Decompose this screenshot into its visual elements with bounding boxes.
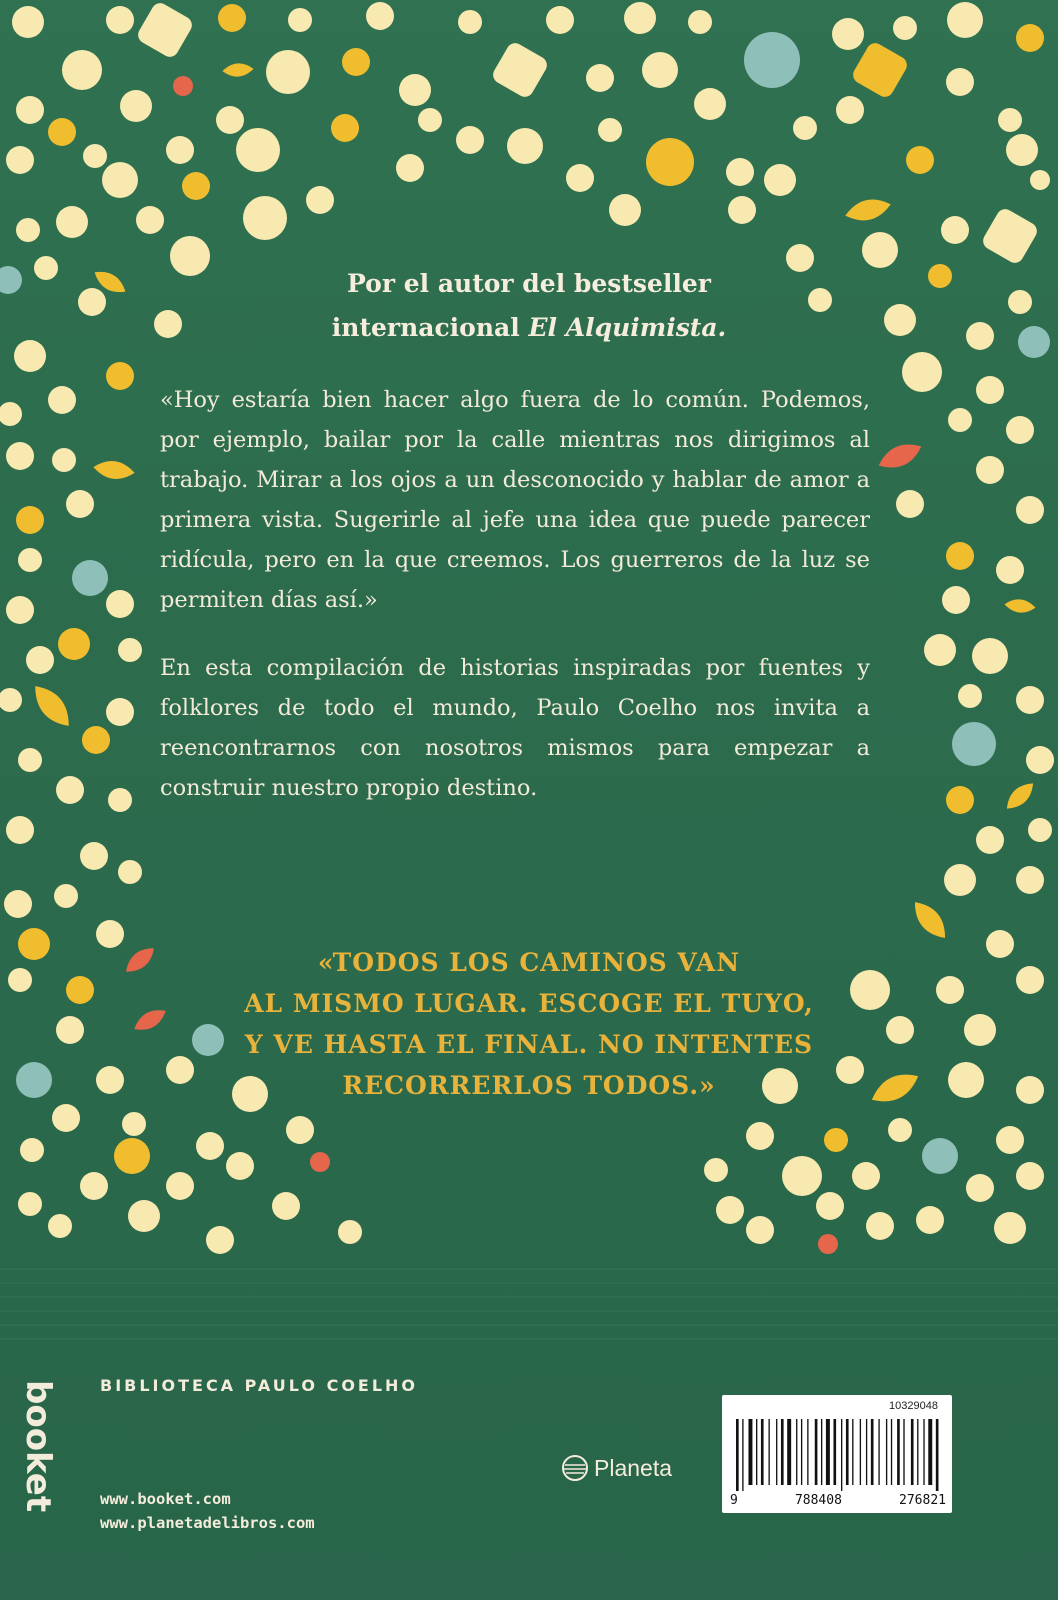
texture-line xyxy=(0,1310,1058,1312)
confetti-dot xyxy=(286,1116,314,1144)
barcode-bar xyxy=(936,1419,939,1491)
confetti-dot xyxy=(946,542,974,570)
confetti-dot xyxy=(418,108,442,132)
confetti-dot xyxy=(566,164,594,192)
confetti-dot xyxy=(0,688,22,712)
barcode-bar xyxy=(911,1419,914,1485)
confetti-dot xyxy=(56,776,84,804)
confetti-leaf xyxy=(92,458,136,481)
confetti-dot xyxy=(6,816,34,844)
tagline-book-title: El Alquimista. xyxy=(528,313,727,342)
confetti-dot xyxy=(20,1138,44,1162)
confetti-dot xyxy=(941,216,969,244)
confetti-dot xyxy=(166,1172,194,1200)
tagline-line-1: Por el autor del bestseller xyxy=(347,269,711,298)
barcode-bar xyxy=(897,1419,900,1485)
barcode-digits xyxy=(730,1493,946,1508)
barcode-bar xyxy=(821,1419,822,1485)
confetti-dot xyxy=(266,50,310,94)
confetti-dot xyxy=(1016,686,1044,714)
confetti-dot xyxy=(976,826,1004,854)
confetti-dot xyxy=(902,352,942,392)
confetti-dot xyxy=(456,126,484,154)
confetti-dot xyxy=(216,106,244,134)
confetti-leaf xyxy=(1002,778,1039,814)
confetti-dot xyxy=(218,4,246,32)
confetti-dot xyxy=(726,158,754,186)
confetti-dot xyxy=(586,64,614,92)
barcode-bar xyxy=(768,1419,769,1485)
confetti-dot xyxy=(106,590,134,618)
barcode-bar xyxy=(860,1419,861,1485)
confetti-dot xyxy=(976,456,1004,484)
confetti-dot xyxy=(1016,496,1044,524)
confetti-dot xyxy=(6,596,34,624)
confetti-dot xyxy=(82,726,110,754)
booket-url[interactable]: www.booket.com xyxy=(100,1490,231,1508)
confetti-dot xyxy=(458,10,482,34)
confetti-dot xyxy=(56,206,88,238)
confetti-dot xyxy=(243,196,287,240)
confetti-leaf xyxy=(843,195,893,226)
confetti-dot xyxy=(106,362,134,390)
confetti-dot xyxy=(226,1152,254,1180)
booket-logo-text: booket xyxy=(18,1380,58,1513)
confetti-dot xyxy=(52,448,76,472)
confetti-dot xyxy=(396,154,424,182)
confetti-dot xyxy=(26,646,54,674)
barcode-bar xyxy=(841,1419,842,1491)
confetti-dot xyxy=(906,146,934,174)
barcode-bar xyxy=(742,1419,743,1491)
barcode-bar xyxy=(787,1419,791,1485)
confetti-dot xyxy=(716,1196,744,1224)
confetti-dot xyxy=(744,32,800,88)
confetti-dot xyxy=(18,1192,42,1216)
confetti-dot xyxy=(166,136,194,164)
blurb xyxy=(160,380,870,836)
confetti-dot xyxy=(102,162,138,198)
barcode-bars xyxy=(736,1419,942,1491)
confetti-dot xyxy=(58,628,90,660)
barcode-digit-group-1: 788408 xyxy=(794,1493,842,1508)
confetti-dot xyxy=(128,1200,160,1232)
confetti-dot xyxy=(764,164,796,196)
confetti-dot xyxy=(80,1172,108,1200)
confetti-dot xyxy=(83,144,107,168)
confetti-dot xyxy=(946,786,974,814)
confetti-dot xyxy=(922,1138,958,1174)
confetti-dot xyxy=(48,386,76,414)
confetti-leaf xyxy=(1004,598,1036,614)
confetti-dot xyxy=(824,1128,848,1152)
confetti-dot xyxy=(48,1214,72,1238)
confetti-dot xyxy=(18,748,42,772)
confetti-dot xyxy=(1016,24,1044,52)
confetti-dot xyxy=(62,50,102,90)
texture-line xyxy=(0,1296,1058,1298)
confetti-dot xyxy=(106,6,134,34)
confetti-dot xyxy=(338,1220,362,1244)
barcode-bar xyxy=(852,1419,853,1485)
confetti-dot xyxy=(924,634,956,666)
confetti-dot xyxy=(966,1174,994,1202)
barcode-bar xyxy=(776,1419,777,1485)
confetti-dot xyxy=(994,1212,1026,1244)
confetti-dot xyxy=(704,1158,728,1182)
barcode-bar xyxy=(928,1419,932,1485)
confetti-dot xyxy=(836,96,864,124)
confetti-dot xyxy=(366,2,394,30)
confetti-dot xyxy=(12,6,44,38)
confetti-dot xyxy=(118,860,142,884)
confetti-dot xyxy=(1016,1162,1044,1190)
confetti-dot xyxy=(782,1156,822,1196)
confetti-dot xyxy=(52,1104,80,1132)
barcode-bar xyxy=(833,1419,836,1485)
confetti-dot xyxy=(624,2,656,34)
tagline-prefix: internacional xyxy=(331,313,529,342)
confetti-dot xyxy=(54,884,78,908)
confetti-leaf xyxy=(907,896,952,945)
barcode-bar xyxy=(923,1419,924,1485)
barcode-bar xyxy=(886,1419,887,1485)
confetti-dot xyxy=(942,586,970,614)
confetti-dot xyxy=(80,842,108,870)
barcode-bar xyxy=(807,1419,808,1485)
confetti-dot xyxy=(976,376,1004,404)
confetti-dot xyxy=(816,1192,844,1220)
confetti-dot xyxy=(1016,866,1044,894)
confetti-dot xyxy=(16,96,44,124)
barcode-bar xyxy=(866,1419,867,1485)
confetti-dot xyxy=(998,108,1022,132)
planeta-logo-text: Planeta xyxy=(594,1454,673,1481)
texture-line xyxy=(0,1282,1058,1284)
confetti-dot xyxy=(6,146,34,174)
confetti-dot xyxy=(972,638,1008,674)
barcode xyxy=(722,1395,952,1513)
barcode-bar xyxy=(903,1419,904,1485)
confetti-dot xyxy=(1028,818,1052,842)
barcode-bar xyxy=(781,1419,784,1485)
confetti-dot xyxy=(947,2,983,38)
confetti-dot xyxy=(948,408,972,432)
confetti-dot xyxy=(108,788,132,812)
barcode-bar xyxy=(761,1419,764,1485)
confetti-dot xyxy=(118,638,142,662)
confetti-dot xyxy=(688,10,712,34)
confetti-dot xyxy=(1006,416,1034,444)
confetti-dot xyxy=(642,52,678,88)
series-name: BIBLIOTECA PAULO COELHO xyxy=(100,1376,419,1395)
planeta-globe-icon xyxy=(560,1453,590,1483)
confetti-dot xyxy=(793,116,817,140)
confetti-dot xyxy=(952,722,996,766)
confetti-dot xyxy=(646,138,694,186)
barcode-bar xyxy=(891,1419,892,1485)
barcode-bar xyxy=(756,1419,757,1485)
confetti-dot xyxy=(746,1216,774,1244)
barcode-bar xyxy=(871,1419,874,1485)
confetti-dot xyxy=(331,114,359,142)
confetti-dot xyxy=(946,68,974,96)
barcode-digit-lead: 9 xyxy=(730,1493,738,1508)
confetti-dot xyxy=(896,490,924,518)
confetti-leaf xyxy=(222,62,254,77)
confetti-dot xyxy=(399,74,431,106)
confetti-dot xyxy=(72,560,108,596)
confetti-dot xyxy=(694,88,726,120)
confetti-dot xyxy=(1026,746,1054,774)
tagline-line-2 xyxy=(0,306,1058,350)
confetti-dot xyxy=(236,128,280,172)
confetti-dot xyxy=(598,118,622,142)
confetti-dot xyxy=(206,1226,234,1254)
quote-line-2: AL MISMO LUGAR. ESCOGE EL TUYO, xyxy=(244,989,814,1018)
confetti-dot xyxy=(306,186,334,214)
confetti-dot xyxy=(1030,170,1050,190)
confetti-dot xyxy=(746,1122,774,1150)
confetti-dot xyxy=(272,1192,300,1220)
barcode-bar xyxy=(748,1419,752,1485)
confetti-square xyxy=(850,40,910,100)
quote-line-4: RECORRERLOS TODOS.» xyxy=(342,1071,716,1100)
confetti-dot xyxy=(66,490,94,518)
confetti-dot xyxy=(888,1118,912,1142)
barcode-bar xyxy=(826,1419,830,1485)
confetti-dot xyxy=(609,194,641,226)
quote-line-3: Y VE HASTA EL FINAL. NO INTENTES xyxy=(244,1030,814,1059)
texture-line xyxy=(0,1268,1058,1270)
confetti-dot xyxy=(196,1132,224,1160)
barcode-bar xyxy=(917,1419,918,1485)
confetti-dot xyxy=(852,1162,880,1190)
planeta-url[interactable]: www.planetadelibros.com xyxy=(100,1514,315,1532)
quote-line-1: «TODOS LOS CAMINOS VAN xyxy=(317,948,741,977)
confetti-dot xyxy=(546,6,574,34)
confetti-dot xyxy=(120,90,152,122)
confetti-dot xyxy=(958,684,982,708)
confetti-dot xyxy=(944,864,976,896)
barcode-digit-group-2: 276821 xyxy=(899,1493,946,1508)
confetti-dot xyxy=(728,196,756,224)
planeta-logo xyxy=(560,1453,672,1483)
excerpt-paragraph: «Hoy estaría bien hacer algo fuera de lo común. Podemos, por ejemplo, bailar por la calle mientras nos dirigimos al trabajo. Mirar a los ojos a un desconocido y hablar de amor a primera vista. Sugerirle al jefe una idea que puede parecer ridícula, pero en la que creemos. Los guerreros de la luz se permiten días así.» xyxy=(160,387,870,613)
description-paragraph: En esta compilación de historias inspiradas por fuentes y folklores de todo el mundo, Paulo Coelho nos invita a reencontrarnos con nosotros mismos para empezar a construir nuestro propio destino. xyxy=(160,655,870,801)
confetti-leaf xyxy=(875,437,926,474)
confetti-dot xyxy=(16,218,40,242)
barcode-bar xyxy=(801,1419,802,1485)
confetti-dot xyxy=(893,16,917,40)
confetti-dot xyxy=(1006,134,1038,166)
tagline xyxy=(0,262,1058,350)
barcode-bar xyxy=(796,1419,797,1485)
texture-line xyxy=(0,1324,1058,1326)
confetti-dot xyxy=(818,1234,838,1254)
confetti-square xyxy=(980,206,1040,266)
confetti-dot xyxy=(122,1112,146,1136)
confetti-square xyxy=(135,0,195,60)
confetti-dot xyxy=(48,118,76,146)
confetti-dot xyxy=(866,1212,894,1240)
confetti-dot xyxy=(4,890,32,918)
confetti-dot xyxy=(136,206,164,234)
highlight-quote xyxy=(0,942,1058,1106)
confetti-dot xyxy=(832,18,864,50)
confetti-dot xyxy=(342,48,370,76)
confetti-dot xyxy=(18,548,42,572)
confetti-dot xyxy=(996,556,1024,584)
confetti-dot xyxy=(114,1138,150,1174)
confetti-square xyxy=(490,40,550,100)
confetti-dot xyxy=(288,8,312,32)
barcode-internal-id: 10329048 xyxy=(889,1400,938,1412)
confetti-dot xyxy=(0,402,22,426)
confetti-dot xyxy=(310,1152,330,1172)
confetti-dot xyxy=(106,698,134,726)
barcode-bar xyxy=(815,1419,818,1485)
barcode-bar xyxy=(736,1419,739,1491)
confetti-dot xyxy=(173,76,193,96)
publisher-urls xyxy=(100,1487,315,1535)
confetti-dot xyxy=(507,128,543,164)
confetti-dot xyxy=(16,506,44,534)
barcode-bar xyxy=(846,1419,849,1485)
texture-line xyxy=(0,1338,1058,1340)
barcode-bar xyxy=(878,1419,879,1485)
confetti-dot xyxy=(6,442,34,470)
confetti-dot xyxy=(182,172,210,200)
confetti-dot xyxy=(996,1126,1024,1154)
confetti-dot xyxy=(916,1206,944,1234)
confetti-leaf xyxy=(27,679,77,733)
